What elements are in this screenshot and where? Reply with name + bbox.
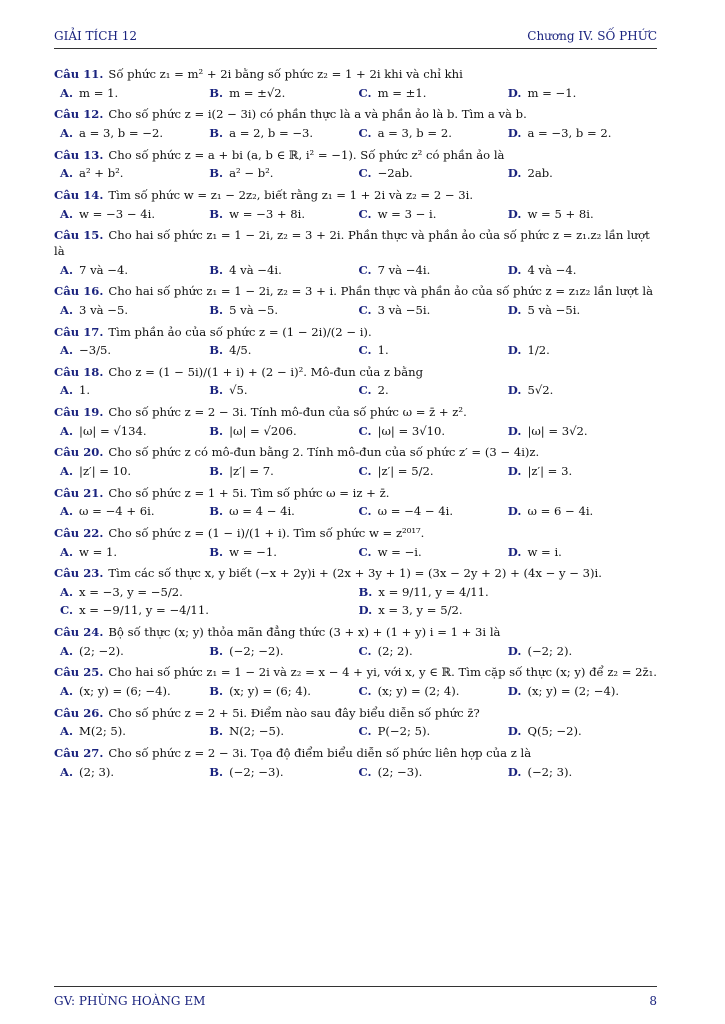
answer-text: M(2; 5). [79,724,126,739]
answer-option [60,166,209,182]
answer-option [508,424,657,440]
answer-option [209,263,358,279]
answer-option [508,545,657,561]
question-item [54,486,657,520]
question-stem [54,526,657,542]
answer-label: B. [358,584,373,599]
answer-text: (x; y) = (6; −4). [79,684,171,699]
answer-text: −2ab. [377,166,413,181]
answer-row [54,504,657,520]
answer-option [60,424,209,440]
question-item [54,325,657,359]
answer-label: C. [358,684,372,699]
answer-text: a = 3, b = −2. [79,126,164,141]
answer-row [54,765,657,781]
answer-option [508,126,657,142]
answer-option [209,724,358,740]
answer-label: A. [60,383,74,398]
question-label: Câu 27. [54,745,104,760]
answer-text: 5√2. [527,383,554,398]
answer-option [359,603,658,619]
answer-text: N(2; −5). [229,724,285,739]
question-item [54,526,657,560]
question-text: Cho số phức z = i(2 − 3i) có phần thực là a và phần ảo là b. Tìm a và b. [108,107,527,122]
question-stem [54,445,657,461]
answer-label: A. [60,584,74,599]
answer-label: D. [358,603,373,618]
answer-label: B. [209,206,224,221]
answer-label: C. [358,262,372,277]
answer-option [209,545,358,561]
answer-label: D. [507,643,522,658]
answer-text: m = 1. [79,85,119,100]
answer-label: A. [60,504,74,519]
page-header [54,28,657,49]
answer-row [54,644,657,660]
page-number: 8 [649,994,657,1008]
answer-text: w = −1. [229,544,277,559]
answer-label: D. [507,544,522,559]
answer-option [209,644,358,660]
answer-option [209,383,358,399]
question-item [54,405,657,439]
answer-row [54,343,657,359]
page-footer [54,986,657,1009]
answer-label: D. [507,206,522,221]
question-stem [54,405,657,421]
answer-option [508,343,657,359]
answer-text: a² − b². [229,166,274,181]
answer-label: D. [507,764,522,779]
answer-label: B. [209,464,224,478]
answer-text: |ω| = √206. [229,423,297,438]
answer-label: D. [507,302,522,317]
answer-label: B. [209,126,224,141]
answer-label: B. [209,302,224,317]
question-list [54,67,657,780]
answer-text: 5 và −5i. [527,302,581,317]
answer-row [54,207,657,223]
answer-text: 7 và −4. [79,262,129,277]
answer-text: m = ±√2. [229,85,286,100]
answer-option [508,504,657,520]
answer-option [209,166,358,182]
answer-text: 2ab. [527,166,553,181]
question-text: Tìm số phức w = z₁ − 2z₂, biết rằng z₁ = 1 + 2i và z₂ = 2 − 3i. [108,188,474,203]
answer-row [54,263,657,279]
question-text: Cho số phức z = 2 + 5i. Điểm nào sau đây biểu diễn số phức z̄? [108,705,480,720]
answer-text: (2; −3). [377,764,423,779]
answer-option [508,166,657,182]
answer-text: 4 và −4. [527,262,577,277]
answer-option [60,207,209,223]
answer-row [54,545,657,561]
answer-text: (2; 2). [377,643,413,658]
answer-option [209,343,358,359]
answer-label: A. [60,423,74,438]
answer-option [508,464,657,480]
answer-text: √5. [229,383,248,398]
answer-option [508,303,657,319]
answer-text: 2. [377,383,389,398]
answer-option [60,263,209,279]
answer-text: 3 và −5. [79,302,129,317]
answer-option [508,263,657,279]
answer-label: A. [60,206,74,221]
answer-row [54,303,657,319]
answer-label: C. [358,126,372,141]
answer-option [60,343,209,359]
question-item [54,566,657,619]
answer-option [209,424,358,440]
answer-option [359,86,508,102]
answer-option [359,126,508,142]
answer-label: A. [60,764,74,779]
question-label: Câu 16. [54,284,104,299]
answer-label: B. [209,544,224,559]
answer-option [508,684,657,700]
answer-label: B. [209,724,224,739]
answer-label: D. [507,504,522,519]
answer-text: (−2; 2). [527,643,573,658]
question-item [54,625,657,659]
question-text: Cho hai số phức z₁ = 1 − 2i và z₂ = x − 4 + yi, với x, y ∈ ℝ. Tìm cặp số thực (x; y) để z₂ = 2z̄₁. [108,665,657,680]
question-text: Cho số phức z có mô-đun bằng 2. Tính mô-đun của số phức z′ = (3 − 4i)z. [108,445,540,460]
question-item [54,746,657,780]
answer-label: D. [507,383,522,398]
question-item [54,228,657,278]
question-stem [54,365,657,381]
answer-option [359,263,508,279]
answer-text: ω = 4 − 4i. [229,504,295,519]
answer-label: C. [358,643,372,658]
question-text: Cho số phức z = 1 + 5i. Tìm số phức ω = iz + z̄. [108,485,390,500]
answer-text: |z′| = 10. [79,464,132,478]
answer-text: 1. [79,383,91,398]
question-item [54,148,657,182]
question-stem [54,148,657,164]
question-text: Cho z = (1 − 5i)/(1 + i) + (2 − i)². Mô-đun của z bằng [108,364,424,379]
answer-option [359,424,508,440]
answer-label: D. [507,724,522,739]
answer-label: B. [209,764,224,779]
answer-text: a = 2, b = −3. [229,126,314,141]
answer-option [359,166,508,182]
answer-option [508,765,657,781]
answer-option [508,724,657,740]
answer-row [54,603,657,619]
answer-text: x = −9/11, y = −4/11. [79,603,209,618]
answer-option [359,684,508,700]
answer-text: (−2; −2). [229,643,284,658]
answer-option [359,545,508,561]
question-item [54,706,657,740]
answer-label: C. [358,166,372,181]
answer-option [359,343,508,359]
footer-author: GV: PHÙNG HOÀNG EM [54,994,206,1008]
answer-text: a = 3, b = 2. [377,126,452,141]
question-text: Tìm các số thực x, y biết (−x + 2y)i + (2x + 3y + 1) = (3x − 2y + 2) + (4x − y − 3)i. [108,566,602,581]
question-label: Câu 19. [54,405,104,420]
question-label: Câu 11. [54,67,104,82]
answer-label: B. [209,684,224,699]
answer-text: w = 5 + 8i. [527,206,594,221]
answer-label: B. [209,504,224,519]
answer-text: 4/5. [229,343,252,358]
question-label: Câu 20. [54,445,104,460]
question-stem [54,284,657,300]
answer-row [54,166,657,182]
answer-label: A. [60,464,74,478]
answer-text: w = −i. [377,544,422,559]
question-label: Câu 23. [54,566,104,581]
answer-label: A. [60,302,74,317]
answer-text: w = −3 − 4i. [79,206,156,221]
answer-option [209,504,358,520]
answer-text: |ω| = 3√2. [527,423,588,438]
answer-label: B. [209,85,224,100]
answer-text: (x; y) = (2; −4). [527,684,620,699]
answer-label: C. [358,302,372,317]
answer-text: w = 1. [79,544,118,559]
answer-label: A. [60,684,74,699]
question-text: Cho hai số phức z₁ = 1 − 2i, z₂ = 3 + i. Phần thực và phần ảo của số phức z = z₁z₂ lần lượt là [108,284,654,299]
answer-label: A. [60,643,74,658]
question-text: Bộ số thực (x; y) thỏa mãn đẳng thức (3 + x) + (1 + y) i = 1 + 3i là [108,625,501,640]
answer-label: C. [358,544,372,559]
answer-text: (x; y) = (2; 4). [377,684,460,699]
answer-option [359,207,508,223]
answer-text: |z′| = 5/2. [377,464,434,478]
answer-option [209,86,358,102]
question-text: Cho hai số phức z₁ = 1 − 2i, z₂ = 3 + 2i. Phần thực và phần ảo của số phức z = z₁.z₂ lần lượt là [54,228,650,258]
question-label: Câu 26. [54,705,104,720]
answer-label: D. [507,262,522,277]
question-stem [54,625,657,641]
answer-text: −3/5. [79,343,112,358]
answer-option [60,603,359,619]
answer-option [359,644,508,660]
answer-row [54,383,657,399]
answer-option [359,765,508,781]
question-stem [54,188,657,204]
answer-row [54,724,657,740]
answer-option [508,383,657,399]
answer-label: D. [507,423,522,438]
answer-option [60,585,359,601]
answer-row [54,585,657,601]
question-stem [54,228,657,259]
answer-label: D. [507,85,522,100]
question-stem [54,67,657,83]
answer-label: D. [507,126,522,141]
question-text: Tìm phần ảo của số phức z = (1 − 2i)/(2 − i). [108,324,372,339]
answer-row [54,126,657,142]
answer-text: 7 và −4i. [377,262,431,277]
answer-option [359,724,508,740]
answer-option [209,765,358,781]
answer-text: Q(5; −2). [527,724,582,739]
question-item [54,284,657,318]
answer-label: A. [60,544,74,559]
answer-option [60,504,209,520]
answer-option [60,86,209,102]
answer-option [508,207,657,223]
answer-label: A. [60,126,74,141]
question-stem [54,107,657,123]
answer-text: 4 và −4i. [229,262,282,277]
answer-label: A. [60,85,74,100]
answer-label: C. [358,464,372,478]
answer-label: A. [60,262,74,277]
answer-label: C. [358,423,372,438]
answer-label: D. [507,343,522,358]
answer-option [60,464,209,480]
answer-label: C. [358,85,372,100]
answer-label: B. [209,643,224,658]
question-label: Câu 25. [54,665,104,680]
answer-option [209,207,358,223]
answer-text: ω = −4 + 6i. [79,504,155,519]
question-label: Câu 17. [54,324,104,339]
answer-label: B. [209,166,224,181]
answer-text: (2; −2). [79,643,124,658]
answer-option [209,126,358,142]
answer-text: m = −1. [527,85,577,100]
answer-text: w = 3 − i. [377,206,437,221]
answer-label: D. [507,464,522,478]
answer-row [54,464,657,480]
answer-option [508,644,657,660]
answer-text: |ω| = 3√10. [377,423,446,438]
question-stem [54,706,657,722]
answer-label: C. [358,724,372,739]
answer-option [60,684,209,700]
answer-text: |z′| = 3. [527,464,573,478]
answer-text: (−2; −3). [229,764,284,779]
answer-option [209,684,358,700]
answer-option [60,644,209,660]
answer-text: 1. [377,343,389,358]
question-stem [54,566,657,582]
answer-option [209,464,358,480]
answer-row [54,86,657,102]
answer-text: a² + b². [79,166,124,181]
question-label: Câu 24. [54,625,104,640]
question-stem [54,746,657,762]
question-stem [54,665,657,681]
answer-text: x = 3, y = 5/2. [378,603,463,618]
answer-label: D. [507,166,522,181]
question-item [54,665,657,699]
answer-text: 5 và −5. [229,302,279,317]
answer-text: |ω| = √134. [79,423,147,438]
answer-text: x = −3, y = −5/2. [79,584,183,599]
answer-text: 3 và −5i. [377,302,431,317]
answer-option [508,86,657,102]
question-item [54,445,657,479]
question-item [54,188,657,222]
answer-label: B. [209,262,224,277]
question-item [54,67,657,101]
answer-label: C. [60,603,74,618]
question-text: Cho số phức z = (1 − i)/(1 + i). Tìm số phức w = z²⁰¹⁷. [108,525,425,540]
answer-text: P(−2; 5). [377,724,431,739]
answer-label: A. [60,343,74,358]
answer-text: m = ±1. [377,85,427,100]
question-text: Số phức z₁ = m² + 2i bằng số phức z₂ = 1 + 2i khi và chỉ khi [108,67,463,82]
answer-text: |z′| = 7. [229,464,274,478]
answer-label: C. [358,206,372,221]
answer-label: D. [507,684,522,699]
answer-text: w = −3 + 8i. [229,206,306,221]
question-text: Cho số phức z = 2 − 3i. Tính mô-đun của số phức ω = z̄ + z². [108,405,467,420]
header-subject: GIẢI TÍCH 12 [54,29,138,43]
answer-option [359,383,508,399]
question-label: Câu 18. [54,364,104,379]
answer-option [209,303,358,319]
answer-option [60,545,209,561]
answer-option [60,765,209,781]
answer-label: B. [209,423,224,438]
answer-label: A. [60,166,74,181]
answer-text: (−2; 3). [527,764,573,779]
question-item [54,107,657,141]
answer-option [60,724,209,740]
question-label: Câu 12. [54,107,104,122]
answer-label: B. [209,383,224,398]
answer-text: a = −3, b = 2. [527,126,612,141]
answer-label: A. [60,724,74,739]
answer-row [54,684,657,700]
question-label: Câu 14. [54,188,104,203]
answer-label: B. [209,343,224,358]
answer-option [359,303,508,319]
question-label: Câu 21. [54,485,104,500]
answer-label: C. [358,764,372,779]
answer-option [60,303,209,319]
answer-text: (x; y) = (6; 4). [229,684,311,699]
answer-option [60,126,209,142]
answer-label: C. [358,383,372,398]
question-stem [54,325,657,341]
question-label: Câu 13. [54,147,104,162]
question-label: Câu 22. [54,525,104,540]
answer-text: x = 9/11, y = 4/11. [378,584,489,599]
question-text: Cho số phức z = a + bi (a, b ∈ ℝ, i² = −1). Số phức z² có phần ảo là [108,147,505,162]
question-item [54,365,657,399]
answer-text: (2; 3). [79,764,115,779]
answer-option [359,585,658,601]
question-text: Cho số phức z = 2 − 3i. Tọa độ điểm biểu diễn số phức liên hợp của z là [108,745,532,760]
answer-text: 1/2. [527,343,550,358]
answer-text: ω = 6 − 4i. [527,504,594,519]
answer-text: w = i. [527,544,562,559]
answer-text: ω = −4 − 4i. [377,504,454,519]
answer-label: C. [358,343,372,358]
answer-option [359,504,508,520]
answer-option [60,383,209,399]
answer-option [359,464,508,480]
answer-label: C. [358,504,372,519]
header-chapter: Chương IV. SỐ PHỨC [527,29,657,43]
answer-row [54,424,657,440]
question-stem [54,486,657,502]
question-label: Câu 15. [54,228,104,243]
